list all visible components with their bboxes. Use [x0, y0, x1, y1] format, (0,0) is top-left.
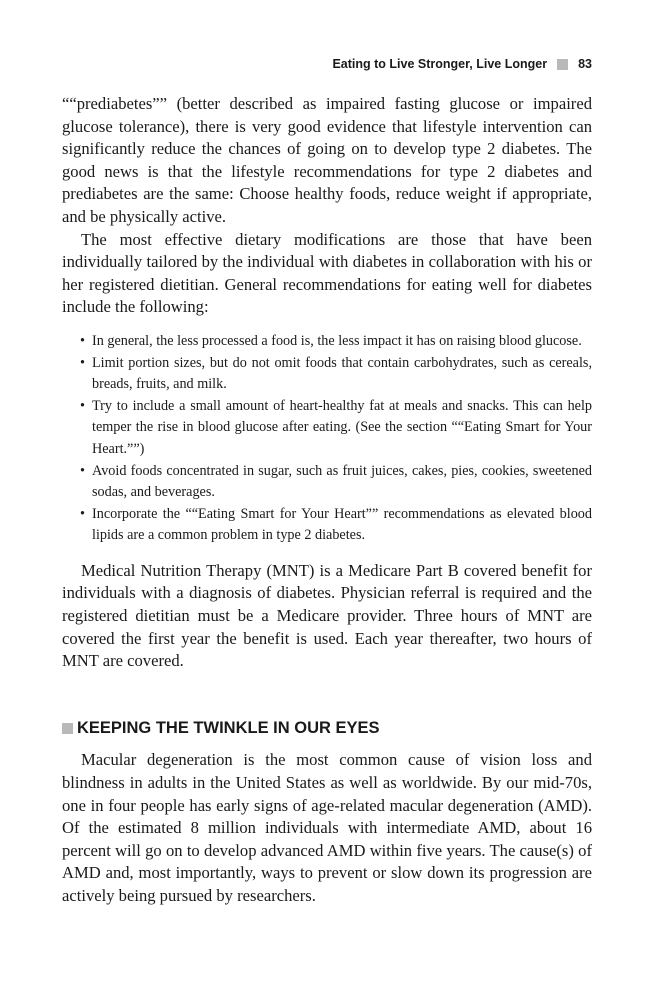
section-heading-text: KEEPING THE TWINKLE IN OUR EYES — [77, 718, 380, 737]
list-item: • Avoid foods concentrated in sugar, such as fruit juices, cakes, pies, cookies, sweetened sodas, and beverages. — [80, 461, 592, 504]
page-body — [62, 93, 592, 908]
recommendations-list — [62, 331, 592, 547]
page-number: 83 — [578, 57, 592, 71]
running-head — [332, 57, 592, 71]
paragraph-mnt: Medical Nutrition Therapy (MNT) is a Medicare Part B covered benefit for individuals with a diagnosis of diabetes. Physician referral is required and the registered dietitian must be a Medicare provider. Three hours of MNT are covered the first year the benefit is used. Each year thereafter, two hours of MNT are covered. — [62, 560, 592, 671]
list-item: • Incorporate the ““Eating Smart for Your Heart”” recommendations as elevated blood lipids are a common problem in type 2 diabetes. — [80, 504, 592, 547]
list-item: • Try to include a small amount of heart-healthy fat at meals and snacks. This can help temper the rise in blood glucose after eating. (See the section ““Eating Smart for Your Heart.””) — [80, 396, 592, 461]
paragraph-dietary-modifications: The most effective dietary modifications are those that have been individually tailored by the individual with diabetes in collaboration with his or her registered dietitian. General recommendations for eating well for diabetes include the following: — [62, 229, 592, 317]
list-item: • In general, the less processed a food is, the less impact it has on raising blood glucose. — [80, 331, 592, 353]
list-item: • Limit portion sizes, but do not omit foods that contain carbohydrates, such as cereals, breads, fruits, and milk. — [80, 353, 592, 396]
header-square-marker — [557, 59, 568, 70]
section-square-marker — [62, 723, 73, 734]
section-heading — [62, 717, 592, 740]
running-title: Eating to Live Stronger, Live Longer — [332, 57, 548, 71]
paragraph-macular-degeneration: Macular degeneration is the most common cause of vision loss and blindness in adults in the United States as well as worldwide. By our mid-70s, one in four people has early signs of age-related macular degeneration (AMD). Of the estimated 8 million individuals with intermediate AMD, about 16 percent will go on to develop advanced AMD within five years. The cause(s) of AMD and, most importantly, ways to prevent or slow down its progression are actively being pursued by researchers. — [62, 750, 592, 905]
paragraph-prediabetes: ““prediabetes”” (better described as impaired fasting glucose or impaired glucose tolerance), there is very good evidence that lifestyle intervention can significantly reduce the chances of going on to develop type 2 diabetes. The good news is that the lifestyle recommendations for type 2 diabetes and prediabetes are the same: Choose healthy foods, reduce weight if appropriate, and be physically active. — [62, 94, 592, 226]
